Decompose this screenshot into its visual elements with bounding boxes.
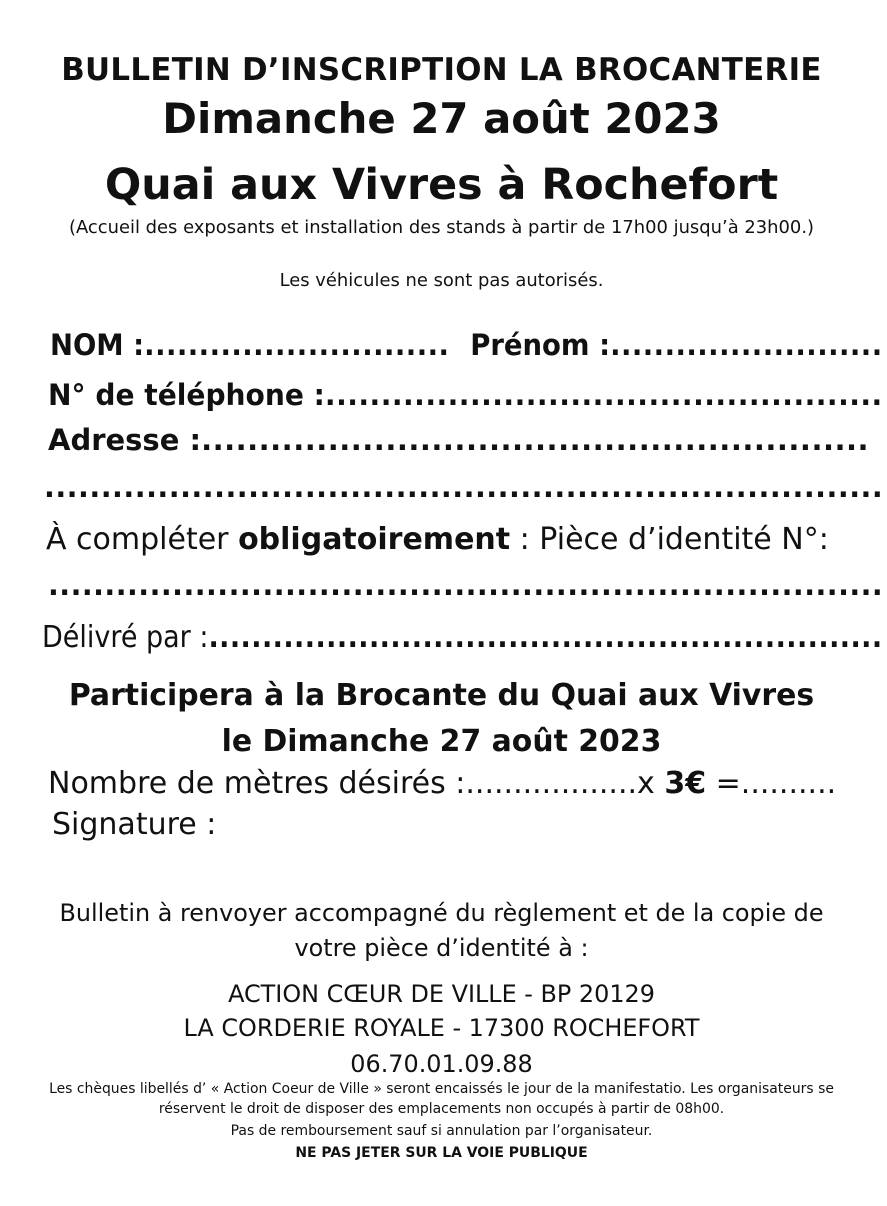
issued-by-label: Délivré par : xyxy=(42,620,209,655)
phone-label: N° de téléphone : xyxy=(48,378,325,412)
form-title: BULLETIN D’INSCRIPTION LA BROCANTERIE xyxy=(61,52,822,88)
address-label: Adresse : xyxy=(48,423,202,457)
name-row xyxy=(50,328,883,362)
prenom-field[interactable]: ......................... xyxy=(610,328,883,362)
postal-address-line-2: LA CORDERIE ROYALE - 17300 ROCHEFORT xyxy=(183,1014,700,1042)
address-continuation-field[interactable]: .......................................................................... xyxy=(44,470,884,504)
vehicles-note: Les véhicules ne sont pas autorisés. xyxy=(279,270,604,291)
send-instructions-line-2: votre pièce d’identité à : xyxy=(294,934,589,962)
id-number-field[interactable]: .......................................................................... xyxy=(48,568,884,602)
participation-line-2: le Dimanche 27 août 2023 xyxy=(221,724,662,759)
issued-by-row xyxy=(42,620,883,655)
phone-row xyxy=(48,378,883,412)
id-prefix: À compléter xyxy=(46,522,239,557)
prenom-label: Prénom : xyxy=(470,328,611,362)
address-field[interactable]: .......................................................... xyxy=(201,423,870,457)
event-place: Quai aux Vivres à Rochefort xyxy=(104,160,779,210)
price-per-metre: 3€ xyxy=(664,766,707,801)
footer-note-1: Les chèques libellés d’ « Action Coeur de Ville » seront encaissés le jour de la manifestatio. Les organisateurs se xyxy=(49,1081,834,1097)
metres-row xyxy=(48,766,836,801)
metres-label: Nombre de mètres désirés : xyxy=(48,766,466,801)
equals-sign: = xyxy=(706,766,741,801)
nom-label: NOM : xyxy=(50,328,145,362)
welcome-hours-note: (Accueil des exposants et installation des stands à partir de 17h00 jusqu’à 23h00.) xyxy=(68,217,815,238)
contact-phone: 06.70.01.09.88 xyxy=(350,1050,533,1078)
signature-label: Signature : xyxy=(52,807,217,842)
nom-field[interactable]: ............................ xyxy=(144,328,450,362)
issued-by-field[interactable]: ............................................................... xyxy=(208,620,883,655)
id-document-row xyxy=(46,522,829,557)
postal-address-line-1: ACTION CŒUR DE VILLE - BP 20129 xyxy=(228,980,655,1008)
id-label: : Pièce d’identité N°: xyxy=(510,522,829,557)
times-sign: x xyxy=(637,766,665,801)
phone-field[interactable]: .................................................. xyxy=(324,378,883,412)
footer-note-2: réservent le droit de disposer des emplacements non occupés à partir de 08h00. xyxy=(158,1101,725,1117)
footer-warning: NE PAS JETER SUR LA VOIE PUBLIQUE xyxy=(295,1145,588,1161)
metres-field[interactable]: .................. xyxy=(465,766,638,801)
event-date: Dimanche 27 août 2023 xyxy=(162,94,721,143)
participation-line-1: Participera à la Brocante du Quai aux Vivres xyxy=(68,678,815,713)
address-row xyxy=(48,423,869,457)
id-mandatory: obligatoirement xyxy=(238,522,511,557)
send-instructions-line-1: Bulletin à renvoyer accompagné du règlement et de la copie de xyxy=(59,899,824,927)
footer-note-3: Pas de remboursement sauf si annulation par l’organisateur. xyxy=(230,1123,653,1139)
total-field[interactable]: .......... xyxy=(740,766,837,801)
